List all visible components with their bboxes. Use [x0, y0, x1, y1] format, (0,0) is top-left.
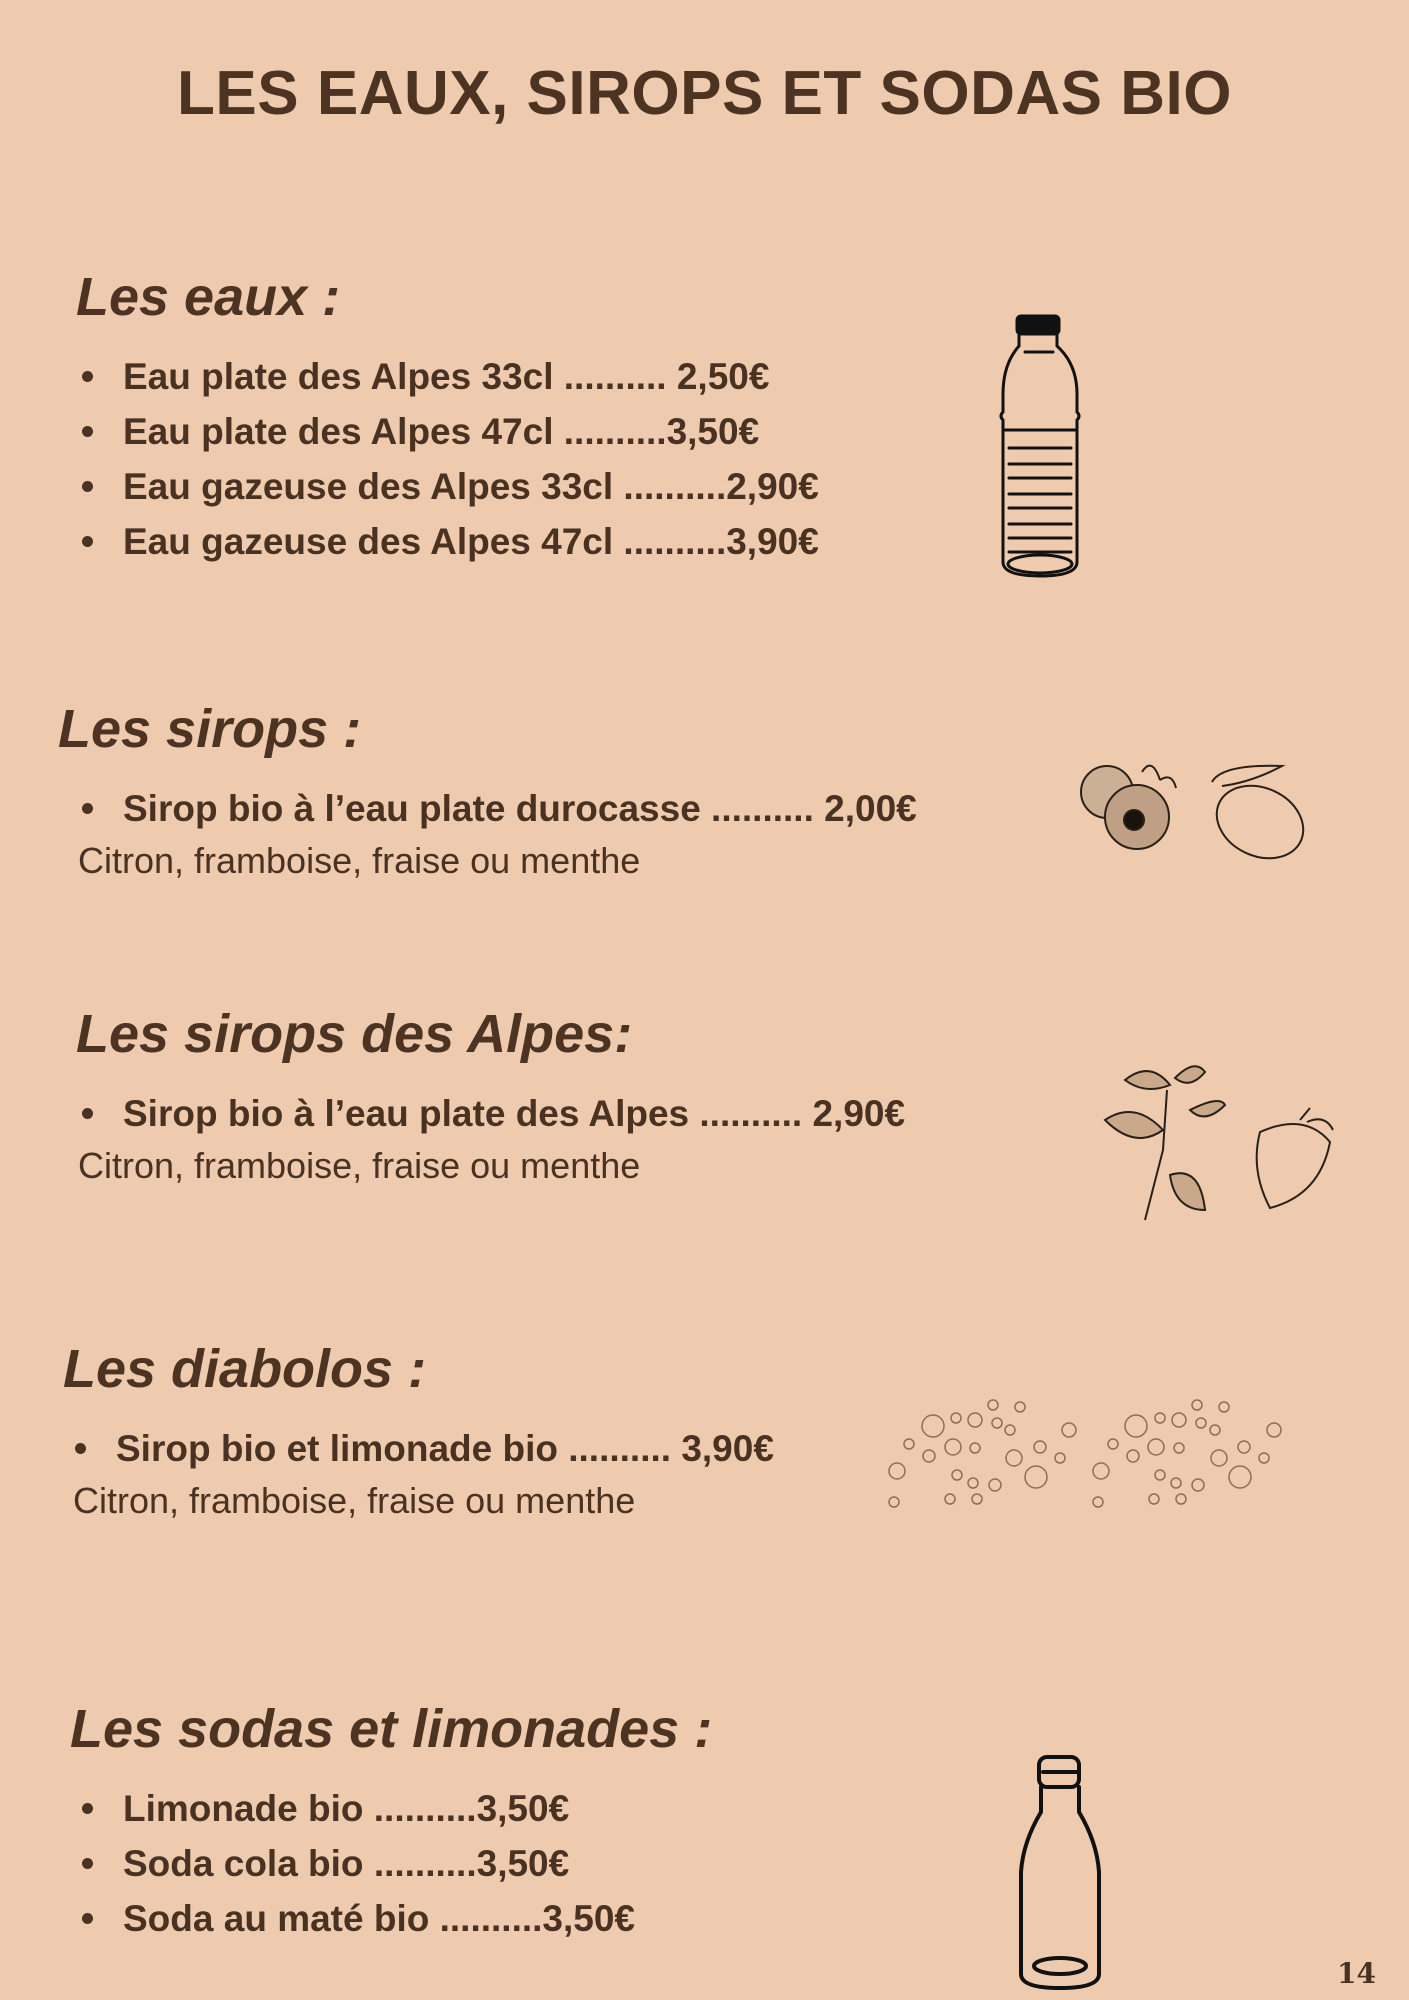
- section-eaux: [76, 268, 819, 569]
- item-list: [69, 1421, 774, 1476]
- list-item: Sirop bio à l’eau plate durocasse .......... 2,00€: [76, 781, 917, 836]
- section-heading: Les sirops :: [58, 699, 362, 759]
- section-sodas: [70, 1700, 712, 1946]
- section-heading: Les sirops des Alpes:: [76, 1004, 633, 1064]
- list-item: Eau gazeuse des Alpes 47cl ..........3,90€: [76, 514, 819, 569]
- list-item: Eau plate des Alpes 47cl ..........3,50€: [76, 404, 819, 459]
- page-title: LES EAUX, SIROPS ET SODAS BIO: [177, 59, 1232, 128]
- bullet-icon: [82, 1108, 93, 1119]
- plastic-water-bottle-icon: [995, 312, 1085, 585]
- bullet-icon: [82, 426, 93, 437]
- item-list: [76, 1781, 712, 1946]
- glass-bottle-icon: [1015, 1752, 1105, 1997]
- section-heading: Les sodas et limonades :: [70, 1699, 713, 1759]
- list-item: Soda au maté bio ..........3,50€: [76, 1891, 712, 1946]
- item-list: [76, 781, 917, 836]
- item-list: [76, 1086, 905, 1141]
- section-heading: Les eaux :: [76, 267, 341, 327]
- bullet-icon: [82, 1803, 93, 1814]
- section-heading: Les diabolos :: [63, 1339, 427, 1399]
- page-number: 14: [1337, 1957, 1376, 1990]
- section-sirops-alpes: [76, 1005, 905, 1191]
- bullet-icon: [75, 1443, 86, 1454]
- list-item: Sirop bio à l’eau plate des Alpes .......... 2,90€: [76, 1086, 905, 1141]
- section-diabolos: [63, 1340, 774, 1526]
- raspberry-lemon-icon: [1072, 752, 1322, 872]
- bullet-icon: [82, 536, 93, 547]
- bullet-icon: [82, 1913, 93, 1924]
- item-list: [76, 349, 819, 569]
- bullet-icon: [82, 803, 93, 814]
- bubbles-icon: [860, 1370, 1310, 1545]
- flavors-note: Citron, framboise, fraise ou menthe: [78, 840, 641, 882]
- flavors-note: Citron, framboise, fraise ou menthe: [78, 1145, 641, 1187]
- flavors-note: Citron, framboise, fraise ou menthe: [73, 1480, 636, 1522]
- list-item: Sirop bio et limonade bio .......... 3,90€: [69, 1421, 774, 1476]
- bullet-icon: [82, 371, 93, 382]
- section-sirops: [58, 700, 917, 886]
- mint-strawberry-icon: [1095, 1050, 1345, 1235]
- list-item: Limonade bio ..........3,50€: [76, 1781, 712, 1836]
- list-item: Eau plate des Alpes 33cl .......... 2,50€: [76, 349, 819, 404]
- bullet-icon: [82, 1858, 93, 1869]
- list-item: Eau gazeuse des Alpes 33cl ..........2,90€: [76, 459, 819, 514]
- bullet-icon: [82, 481, 93, 492]
- list-item: Soda cola bio ..........3,50€: [76, 1836, 712, 1891]
